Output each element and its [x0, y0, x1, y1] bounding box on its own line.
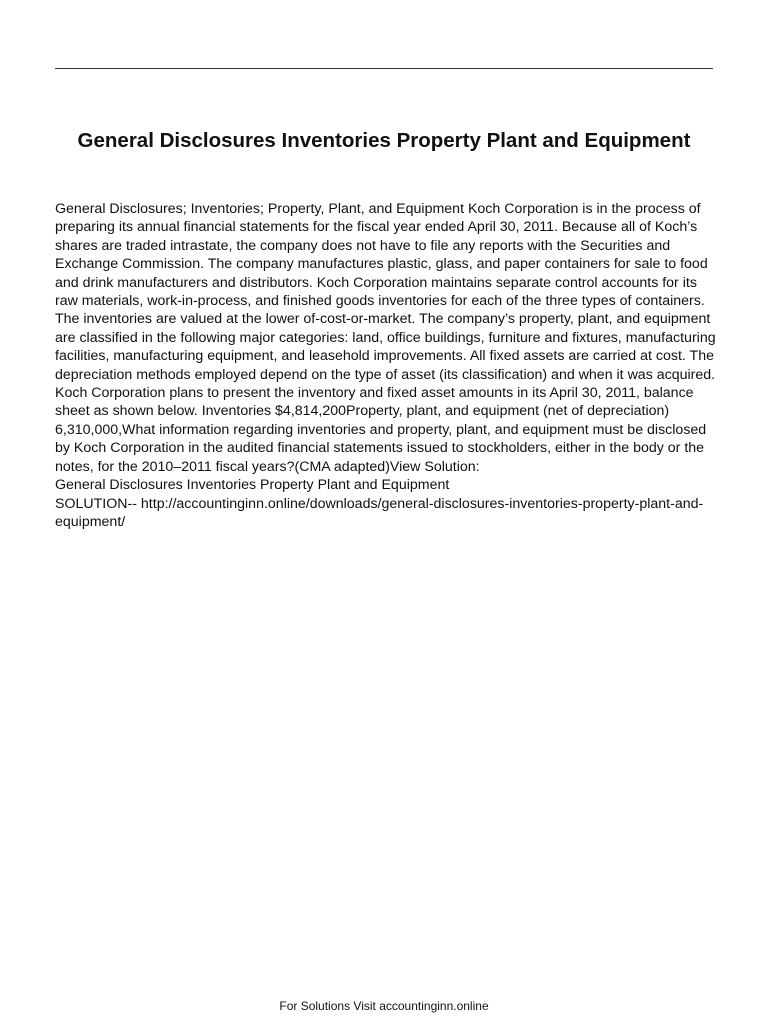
body-paragraph: General Disclosures; Inventories; Property, Plant, and Equipment Koch Corporation is in the process of preparing its annual financial statements for the fiscal year ended April 30, 2011. Because all of Koch’s shares are traded intrastate, the company does not have to file any reports with the Securities and Exchange Commission. The company manufactures plastic, glass, and paper containers for sale to food and drink manufacturers and distributors. Koch Corporation maintains separate control accounts for its raw materials, work-in-process, and finished goods inventories for each of the three types of containers. The inventories are valued at the lower of-cost-or-market. The company’s property, plant, and equipment are classified in the following major categories: land, office buildings, furniture and fixtures, manufacturing facilities, manufacturing equipment, and leasehold improvements. All fixed assets are carried at cost. The depreciation methods employed depend on the type of asset (its classification) and when it was acquired. Koch Corporation plans to present the inventory and fixed asset amounts in its April 30, 2011, balance sheet as shown below. Inventories $4,814,200Property, plant, and equipment (net of depreciation) 6,310,000,What information regarding inventories and property, plant, and equipment must be disclosed by Koch Corporation in the audited financial statements issued to stockholders, either in the body or the notes, for the 2010–2011 fiscal years?(CMA adapted)View Solution:	[55, 201, 716, 475]
document-title: General Disclosures Inventories Property Plant and Equipment	[77, 129, 691, 152]
solution-title: General Disclosures Inventories Property Plant and Equipment	[55, 477, 450, 494]
solution-link[interactable]: http://accountinginn.online/downloads/general-disclosures-inventories-property-plant-and-equipment/	[55, 495, 704, 530]
page-footer: For Solutions Visit accountinginn.online	[279, 999, 489, 1013]
document-body	[55, 200, 717, 531]
header-divider	[55, 68, 713, 69]
solution-prefix: SOLUTION--	[55, 495, 141, 512]
solution-line	[55, 495, 717, 532]
